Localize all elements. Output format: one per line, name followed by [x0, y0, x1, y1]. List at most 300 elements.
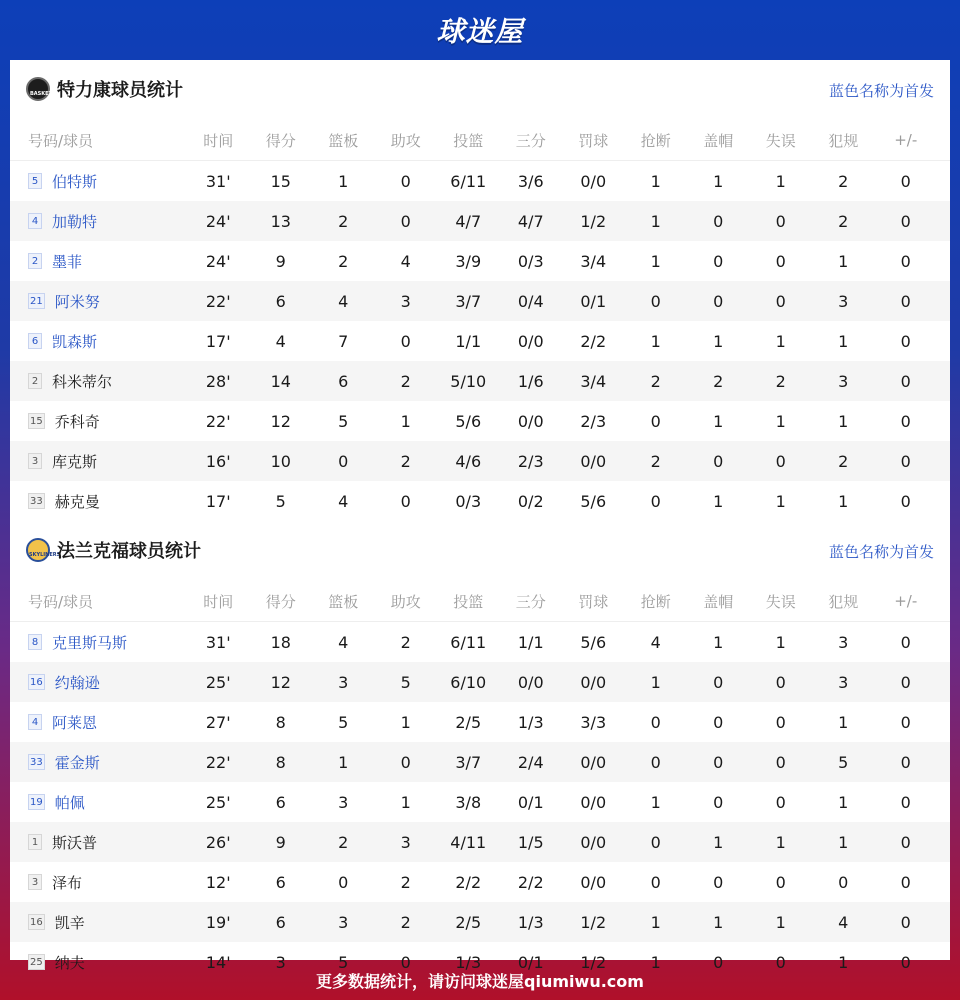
team-section [10, 60, 950, 521]
stat-cell: 2 [400, 371, 411, 391]
stat-cell: 0/0 [580, 792, 607, 812]
stat-cell: 2/3 [580, 411, 607, 431]
stat-cell: 2 [338, 211, 349, 231]
stat-cell: 0 [900, 952, 911, 972]
stat-cell: 1 [775, 331, 786, 351]
team-section [10, 521, 950, 982]
stat-cell: 0 [713, 712, 724, 732]
stat-cell: 5/10 [450, 371, 487, 391]
jersey-number-badge: 25 [28, 954, 45, 970]
stat-cell: 2 [400, 632, 411, 652]
stat-cell: 25' [205, 672, 231, 692]
jersey-number-badge: 16 [28, 674, 45, 690]
stat-cell: 0 [900, 632, 911, 652]
team-header [10, 521, 950, 581]
stat-cell: 3 [838, 672, 849, 692]
stat-cell: 26' [205, 832, 231, 852]
player-row[interactable] [10, 441, 950, 481]
stat-cell: 0/3 [517, 251, 544, 271]
player-name[interactable]: 库克斯 [52, 452, 98, 471]
stat-cell: 3/7 [455, 752, 482, 772]
player-name[interactable]: 斯沃普 [52, 833, 98, 852]
stat-cell: 2/3 [517, 451, 544, 471]
stat-cell: 6 [275, 792, 286, 812]
stats-panel [10, 60, 950, 972]
stat-cell: 1 [838, 832, 849, 852]
stat-cell: 3 [338, 912, 349, 932]
stat-cell: 0/4 [517, 291, 544, 311]
stat-cell: 1/2 [580, 952, 607, 972]
jersey-number-badge: 33 [28, 754, 45, 770]
jersey-number-badge: 1 [28, 834, 42, 850]
stat-cell: 1/1 [455, 331, 482, 351]
stat-cell: 0 [900, 251, 911, 271]
stat-cell: 1/1 [517, 632, 544, 652]
stat-cell: 22' [205, 291, 231, 311]
stat-cell: 1 [838, 491, 849, 511]
player-name[interactable]: 赫克曼 [54, 492, 100, 511]
column-header: 时间 [203, 592, 234, 611]
stat-cell: 1 [713, 491, 724, 511]
jersey-number-badge: 15 [28, 413, 45, 429]
stat-cell: 2 [338, 251, 349, 271]
player-row[interactable] [10, 161, 950, 201]
stat-cell: 17' [205, 331, 231, 351]
stat-cell: 5 [400, 672, 411, 692]
player-name[interactable]: 乔科奇 [54, 412, 100, 431]
stat-cell: 1 [775, 832, 786, 852]
stat-cell: 2/4 [517, 752, 544, 772]
stat-cell: 10 [270, 451, 291, 471]
stat-cell: 3 [275, 952, 286, 972]
stat-cell: 0 [713, 752, 724, 772]
stat-cell: 0 [400, 952, 411, 972]
player-row[interactable] [10, 361, 950, 401]
stat-cell: 0/1 [580, 291, 607, 311]
jersey-number-badge: 21 [28, 293, 45, 309]
stat-cell: 1 [713, 832, 724, 852]
stat-cell: 1 [400, 712, 411, 732]
column-header-row [10, 120, 950, 161]
stat-cell: 5 [338, 952, 349, 972]
column-header: 犯规 [828, 131, 859, 150]
player-name[interactable]: 克里斯马斯 [52, 633, 128, 652]
player-name[interactable]: 加勒特 [52, 212, 98, 231]
stat-cell: 0 [338, 451, 349, 471]
stat-cell: 0 [775, 792, 786, 812]
column-header: 助攻 [390, 592, 421, 611]
starter-legend-note: 蓝色名称为首发 [828, 82, 934, 100]
stat-cell: 12' [205, 872, 231, 892]
stat-cell: 24' [205, 211, 231, 231]
stat-cell: 1 [713, 171, 724, 191]
team-logo-icon [26, 77, 56, 101]
stat-cell: 0/0 [580, 451, 607, 471]
stat-cell: 3/4 [580, 371, 607, 391]
jersey-number-badge: 4 [28, 213, 42, 229]
jersey-number-badge: 6 [28, 333, 42, 349]
player-row[interactable] [10, 622, 950, 662]
jersey-number-badge: 2 [28, 373, 42, 389]
stat-cell: 5 [338, 411, 349, 431]
stat-cell: 4/7 [455, 211, 482, 231]
stat-cell: 9 [275, 832, 286, 852]
stat-cell: 6/11 [450, 171, 487, 191]
player-cell [10, 171, 187, 192]
column-header: 罚球 [578, 592, 609, 611]
jersey-number-badge: 8 [28, 634, 42, 650]
stat-cell: 0 [900, 411, 911, 431]
jersey-number-badge: 3 [28, 874, 42, 890]
stat-cell: 31' [205, 171, 231, 191]
stat-cell: 3/8 [455, 792, 482, 812]
team-logo-text: BASKETS [30, 91, 56, 97]
stat-cell: 0 [900, 171, 911, 191]
column-header: 抢断 [640, 592, 671, 611]
player-cell [10, 491, 187, 512]
stat-cell: 0/1 [517, 952, 544, 972]
stat-cell: 5 [275, 491, 286, 511]
stat-cell: 1 [650, 211, 661, 231]
stat-cell: 18 [270, 632, 291, 652]
stat-cell: 6 [275, 912, 286, 932]
player-row[interactable] [10, 782, 950, 822]
column-header: 三分 [515, 131, 546, 150]
stat-cell: 1 [650, 251, 661, 271]
player-name[interactable]: 阿米努 [54, 292, 100, 311]
stat-cell: 6/10 [450, 672, 487, 692]
stat-cell: 1 [713, 331, 724, 351]
stat-cell: 5/6 [580, 491, 607, 511]
stat-cell: 0 [900, 291, 911, 311]
stat-cell: 0 [400, 211, 411, 231]
stat-cell: 1 [650, 952, 661, 972]
stat-cell: 13 [270, 211, 291, 231]
team-logo-icon [26, 538, 61, 562]
jersey-number-badge: 33 [28, 493, 45, 509]
player-row[interactable] [10, 481, 950, 521]
player-row[interactable] [10, 662, 950, 702]
stat-cell: 2 [838, 171, 849, 191]
column-header: 盖帽 [703, 131, 734, 150]
stat-cell: 0 [713, 211, 724, 231]
column-header: 篮板 [328, 592, 359, 611]
team-header [10, 60, 950, 120]
stat-cell: 3 [838, 371, 849, 391]
stat-cell: 0/0 [580, 872, 607, 892]
stat-cell: 3/3 [580, 712, 607, 732]
stat-cell: 3 [400, 291, 411, 311]
stat-cell: 15 [270, 171, 291, 191]
player-row[interactable] [10, 241, 950, 281]
column-header: 犯规 [828, 592, 859, 611]
stat-cell: 1 [713, 411, 724, 431]
column-header: 罚球 [578, 131, 609, 150]
stat-cell: 0 [775, 752, 786, 772]
stat-cell: 1 [775, 171, 786, 191]
player-cell [10, 912, 187, 933]
stat-cell: 0/0 [580, 832, 607, 852]
stat-cell: 17' [205, 491, 231, 511]
stat-cell: 14 [270, 371, 291, 391]
stat-cell: 6 [275, 291, 286, 311]
stat-cell: 1 [775, 912, 786, 932]
stat-cell: 22' [205, 411, 231, 431]
stat-cell: 0/0 [517, 331, 544, 351]
stat-cell: 3 [338, 672, 349, 692]
stat-cell: 2 [650, 451, 661, 471]
player-name[interactable]: 纳夫 [54, 953, 85, 972]
team-logo-text: SKYLINERS [29, 552, 61, 558]
column-header: +/- [894, 592, 918, 610]
column-header: 得分 [265, 592, 296, 611]
stat-cell: 1 [838, 792, 849, 812]
stat-cell: 0/0 [517, 411, 544, 431]
stat-cell: 0 [775, 291, 786, 311]
stat-cell: 0 [713, 872, 724, 892]
brand-logo: 球迷屋 [436, 15, 524, 48]
stat-cell: 3 [338, 792, 349, 812]
stat-cell: 0/0 [580, 672, 607, 692]
column-header: 助攻 [390, 131, 421, 150]
stat-cell: 0 [400, 491, 411, 511]
team-title: 特力康球员统计 [57, 80, 183, 101]
stat-cell: 0/0 [580, 752, 607, 772]
stat-cell: 0 [900, 491, 911, 511]
player-name[interactable]: 伯特斯 [52, 172, 98, 191]
stat-cell: 0 [713, 792, 724, 812]
player-cell [10, 752, 187, 773]
stat-cell: 0 [775, 451, 786, 471]
stat-cell: 2 [400, 451, 411, 471]
stat-cell: 1 [838, 251, 849, 271]
stat-cell: 0 [900, 211, 911, 231]
stat-cell: 1 [838, 712, 849, 732]
stat-cell: 0 [900, 712, 911, 732]
stat-cell: 5 [338, 712, 349, 732]
stat-cell: 2/5 [455, 712, 482, 732]
stat-cell: 0 [713, 672, 724, 692]
stat-cell: 1 [775, 491, 786, 511]
stat-cell: 1 [713, 632, 724, 652]
footer-promo[interactable]: 更多数据统计，请访问球迷屋qiumiwu.com [316, 971, 644, 991]
player-name[interactable]: 阿莱恩 [52, 713, 98, 732]
stat-cell: 3/9 [455, 251, 482, 271]
column-header: 时间 [203, 131, 234, 150]
stat-cell: 14' [205, 952, 231, 972]
column-header: 失误 [765, 131, 796, 150]
stat-cell: 2 [338, 832, 349, 852]
column-header: 得分 [265, 131, 296, 150]
stat-cell: 4 [338, 491, 349, 511]
column-header: +/- [894, 131, 918, 149]
stat-cell: 0/0 [580, 171, 607, 191]
stat-cell: 4/7 [517, 211, 544, 231]
column-header-row [10, 581, 950, 622]
stat-cell: 0 [713, 291, 724, 311]
stat-cell: 0 [900, 832, 911, 852]
stat-cell: 2 [775, 371, 786, 391]
stat-cell: 1 [650, 912, 661, 932]
stat-cell: 0 [900, 872, 911, 892]
stat-cell: 12 [270, 672, 291, 692]
player-cell [10, 832, 187, 853]
stat-cell: 3/7 [455, 291, 482, 311]
stat-cell: 0 [900, 451, 911, 471]
player-cell [10, 792, 187, 813]
stat-cell: 0 [775, 712, 786, 732]
stat-cell: 2/2 [455, 872, 482, 892]
stat-cell: 0 [775, 872, 786, 892]
column-header: 失误 [765, 592, 796, 611]
column-header: 投篮 [453, 131, 484, 150]
player-name[interactable]: 霍金斯 [54, 753, 100, 772]
team-title: 法兰克福球员统计 [57, 541, 201, 562]
stat-cell: 3 [838, 632, 849, 652]
player-cell [10, 251, 187, 272]
player-name[interactable]: 凯森斯 [52, 332, 98, 351]
stat-cell: 8 [275, 712, 286, 732]
player-row[interactable] [10, 822, 950, 862]
stat-cell: 0 [400, 171, 411, 191]
column-header: 号码/球员 [28, 131, 94, 150]
stat-cell: 0 [713, 952, 724, 972]
stat-cell: 1 [650, 792, 661, 812]
stat-cell: 1 [838, 411, 849, 431]
stat-cell: 2/5 [455, 912, 482, 932]
stat-cell: 5/6 [455, 411, 482, 431]
stat-cell: 2/2 [517, 872, 544, 892]
stat-cell: 0/0 [517, 672, 544, 692]
player-row[interactable] [10, 902, 950, 942]
stat-cell: 19' [205, 912, 231, 932]
stat-cell: 0 [713, 451, 724, 471]
stat-cell: 27' [205, 712, 231, 732]
column-header: 三分 [515, 592, 546, 611]
stat-cell: 1 [338, 171, 349, 191]
stat-cell: 0 [775, 952, 786, 972]
stat-cell: 0 [650, 832, 661, 852]
stat-cell: 2 [400, 872, 411, 892]
player-row[interactable] [10, 321, 950, 361]
column-header: 号码/球员 [28, 592, 94, 611]
stat-cell: 1/5 [517, 832, 544, 852]
player-name[interactable]: 帕佩 [54, 793, 85, 812]
player-cell [10, 371, 187, 392]
stat-cell: 28' [205, 371, 231, 391]
stat-cell: 2 [838, 211, 849, 231]
column-header: 投篮 [453, 592, 484, 611]
player-row[interactable] [10, 702, 950, 742]
stat-cell: 8 [275, 752, 286, 772]
player-cell [10, 872, 187, 893]
player-name[interactable]: 墨菲 [52, 252, 83, 271]
jersey-number-badge: 4 [28, 714, 42, 730]
player-row[interactable] [10, 201, 950, 241]
stat-cell: 16' [205, 451, 231, 471]
player-cell [10, 411, 187, 432]
stat-cell: 1 [338, 752, 349, 772]
stat-cell: 0/2 [517, 491, 544, 511]
stat-cell: 0 [650, 411, 661, 431]
stat-cell: 1 [838, 952, 849, 972]
stat-cell: 4/11 [450, 832, 487, 852]
player-cell [10, 712, 187, 733]
stat-cell: 3 [838, 291, 849, 311]
player-cell [10, 211, 187, 232]
player-name[interactable]: 泽布 [52, 873, 83, 892]
stat-cell: 2 [400, 912, 411, 932]
jersey-number-badge: 16 [28, 914, 45, 930]
player-row[interactable] [10, 281, 950, 321]
stat-cell: 0 [400, 752, 411, 772]
stat-cell: 0 [900, 331, 911, 351]
player-cell [10, 291, 187, 312]
stat-cell: 1/3 [517, 912, 544, 932]
stat-cell: 22' [205, 752, 231, 772]
player-name[interactable]: 科米蒂尔 [52, 372, 113, 391]
stat-cell: 0 [838, 872, 849, 892]
player-row[interactable] [10, 742, 950, 782]
stat-cell: 1/2 [580, 912, 607, 932]
stat-cell: 1 [713, 912, 724, 932]
player-cell [10, 331, 187, 352]
stat-cell: 4 [838, 912, 849, 932]
stat-cell: 24' [205, 251, 231, 271]
stat-cell: 0 [650, 291, 661, 311]
jersey-number-badge: 2 [28, 253, 42, 269]
player-name[interactable]: 凯辛 [54, 913, 85, 932]
stat-cell: 1/3 [517, 712, 544, 732]
stat-cell: 7 [338, 331, 349, 351]
stat-cell: 6 [338, 371, 349, 391]
stat-cell: 0 [400, 331, 411, 351]
stat-cell: 4 [338, 291, 349, 311]
stat-cell: 0 [900, 912, 911, 932]
stat-cell: 0 [650, 872, 661, 892]
stat-cell: 1/6 [517, 371, 544, 391]
stat-cell: 2 [838, 451, 849, 471]
stat-cell: 5 [838, 752, 849, 772]
stat-cell: 0 [650, 752, 661, 772]
stat-cell: 6/11 [450, 632, 487, 652]
stat-cell: 2 [650, 371, 661, 391]
stat-cell: 1/2 [580, 211, 607, 231]
stat-cell: 1 [838, 331, 849, 351]
stat-cell: 1 [775, 632, 786, 652]
stat-cell: 0/1 [517, 792, 544, 812]
stat-cell: 5/6 [580, 632, 607, 652]
stat-cell: 1 [400, 792, 411, 812]
stat-cell: 0 [775, 211, 786, 231]
stat-cell: 4 [650, 632, 661, 652]
stat-cell: 3 [400, 832, 411, 852]
stat-cell: 4 [275, 331, 286, 351]
player-name[interactable]: 约翰逊 [54, 673, 100, 692]
stat-cell: 0 [775, 672, 786, 692]
player-row[interactable] [10, 401, 950, 441]
player-cell [10, 451, 187, 472]
stat-cell: 12 [270, 411, 291, 431]
player-cell [10, 672, 187, 693]
stat-cell: 1 [775, 411, 786, 431]
stat-cell: 0 [900, 752, 911, 772]
player-row[interactable] [10, 862, 950, 902]
stat-cell: 2 [713, 371, 724, 391]
jersey-number-badge: 5 [28, 173, 42, 189]
stat-cell: 1 [400, 411, 411, 431]
stat-cell: 1 [650, 331, 661, 351]
